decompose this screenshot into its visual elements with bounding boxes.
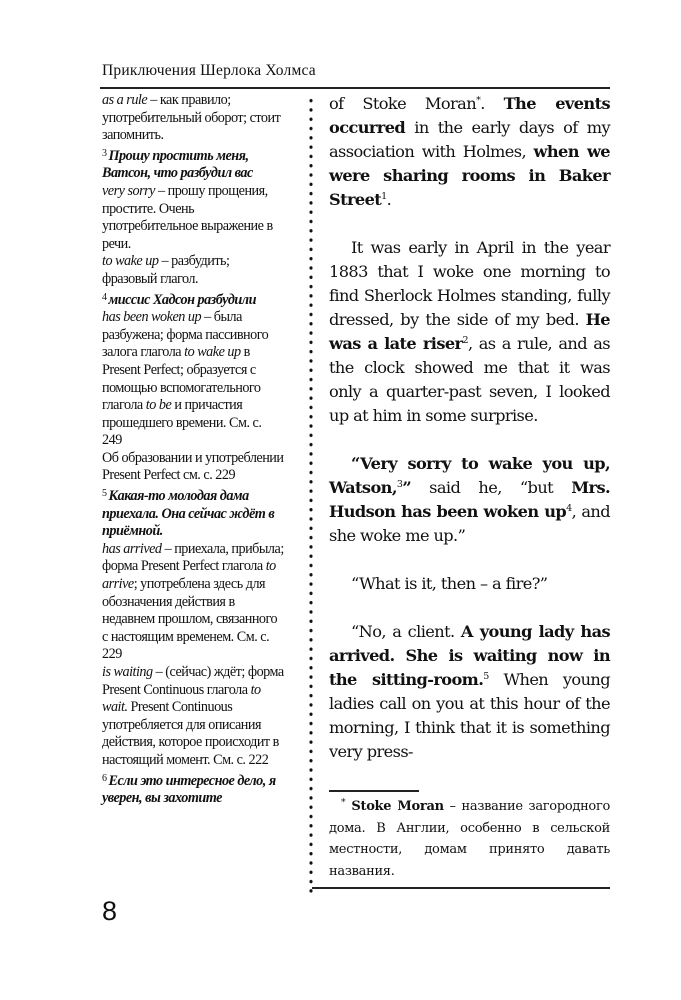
page-number: 8 — [102, 896, 118, 926]
note-5-has-arrived: has arrived – приехала, прибыла; форма Present Perfect глагола to arrive; употреблена здесь для обозначения действия в недавнем прошлом, связанного с настоящим временем. См. с. 229 — [102, 540, 284, 663]
paragraph-1: of Stoke Moran*. The events occurred in the early days of my association with Holmes, when we were sharing rooms in Baker Street$^1$. — [329, 94, 610, 209]
paragraph-2: It was early in April in the year 1883 that I woke one morning to find Sherlock Holmes standing, fully dressed, by the side of my bed. He was a late riser$^2$, as a rule, and as the clock showed me that it was only a quarter-past seven, I looked up at him in some surprise. — [329, 238, 610, 425]
note-5-title: $^5$ Какая-то молодая дама приехала. Она сейчас ждёт в приёмной. — [102, 488, 275, 540]
footnote: * Stoke Moran – название загородного дома. В Англии, особенно в сельской местности, домам принято давать названия. — [329, 798, 610, 879]
note-4-present-perfect: Об образовании и употреблении Present Perfect см. с. 229 — [102, 449, 284, 484]
note-4-title: $^4$ миссис Хадсон разбудили — [102, 291, 256, 308]
note-3-very-sorry: very sorry – прошу прощения, простите. Очень употребительное выражение в речи. — [102, 182, 273, 252]
bottom-rule — [312, 887, 610, 889]
dotted-separator — [309, 96, 313, 896]
note-4-woken-up: has been woken up – была разбужена; форма пассивного залога глагола to wake up в Present Perfect; образуется с помощью вспомогательного глагола to be и причастия прошедшего времени. См. с. 249 — [102, 309, 269, 449]
paragraph-5: “No, a client. A young lady has arrived. She is waiting now in the sitting-room.$^5$ When young ladies call on you at this hour of the morning, I think that it is something very press- — [329, 622, 610, 761]
note-3-title: $^3$ Прошу простить меня, Ватсон, что разбудил вас — [102, 147, 253, 182]
paragraph-4: “What is it, then – a fire?” — [351, 574, 548, 593]
note-6-title: $^6$ Если это интересное дело, я уверен, вы захотите — [102, 772, 276, 807]
footnote-rule — [329, 790, 419, 792]
note-as-a-rule: as a rule – как правило; употребительный оборот; стоит запомнить. — [102, 92, 281, 144]
running-header: Приключения Шерлока Холмса — [102, 62, 316, 79]
note-3-to-wake-up: to wake up – разбудить; фразовый глагол. — [102, 253, 230, 287]
vocabulary-notes — [102, 92, 284, 808]
note-5-is-waiting: is waiting – (сейчас) ждёт; форма Present Continuous глагола to wait. Present Continuous употребляется для описания действия, которое происходит в настоящий момент. См. с. 222 — [102, 664, 284, 768]
header-rule — [100, 87, 610, 89]
paragraph-3: “Very sorry to wake you up, Watson,$^3$” said he, “but Mrs. Hudson has been woken $up^4$, and she woke me up.” — [329, 454, 610, 545]
story-text — [329, 92, 610, 764]
